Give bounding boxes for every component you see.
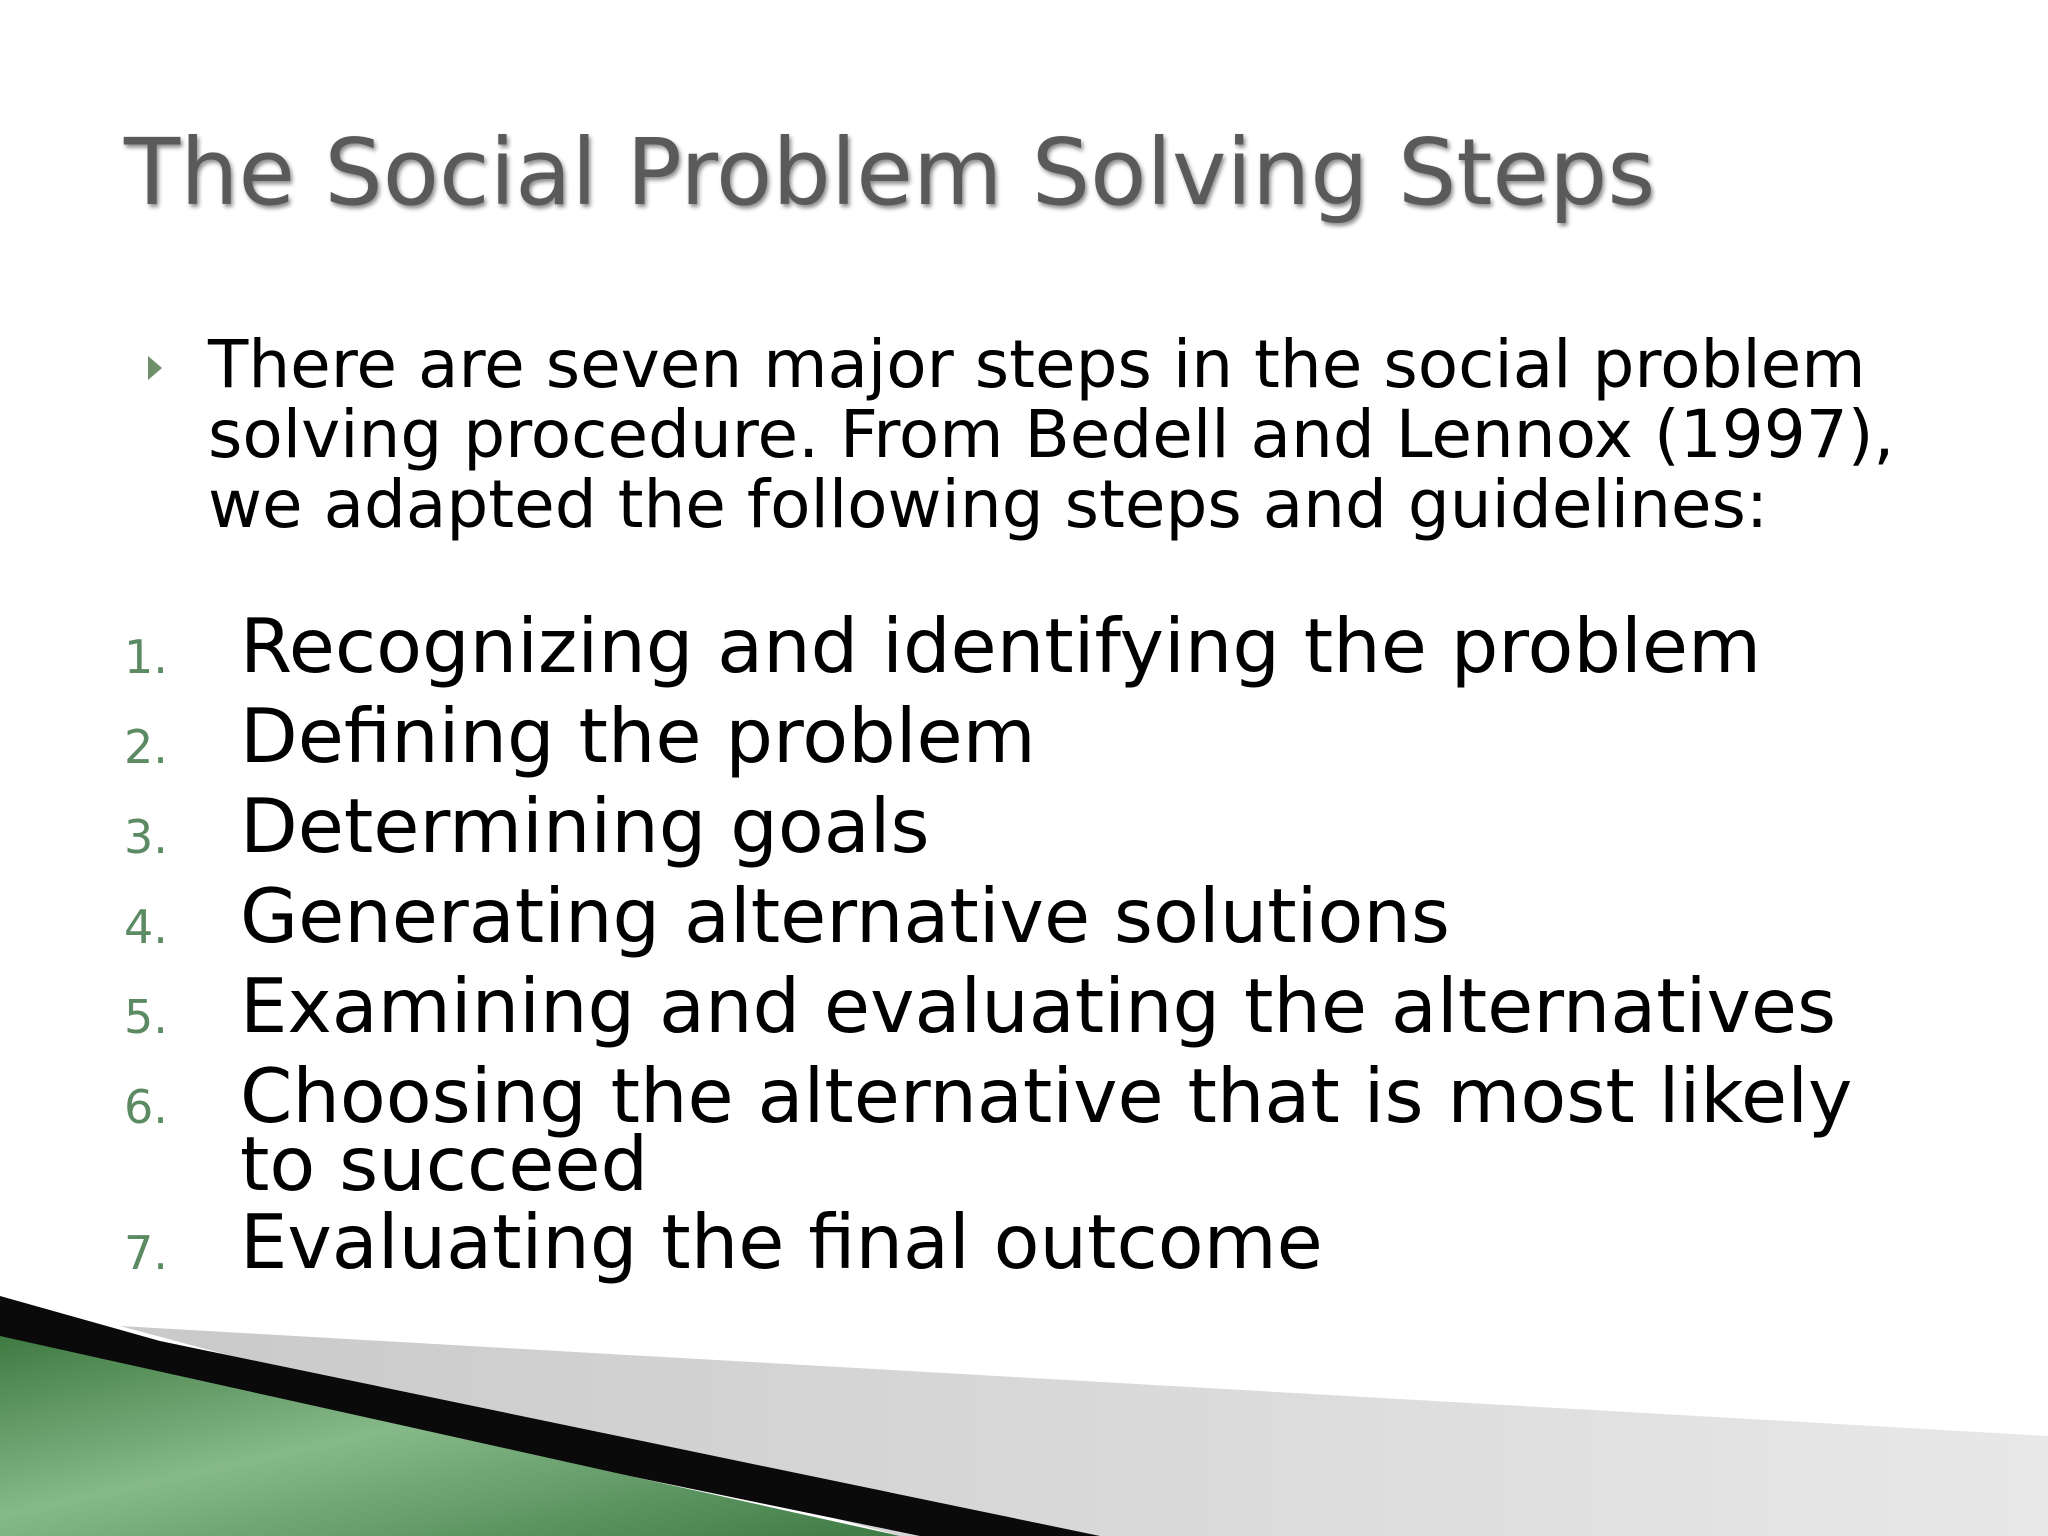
list-item xyxy=(124,1052,2024,1208)
step-number: 6. xyxy=(124,1080,168,1134)
steps-list xyxy=(124,602,2024,1298)
step-text: Defining the problem xyxy=(240,692,1036,780)
step-text: Generating alternative solutions xyxy=(240,872,1450,960)
step-text: Evaluating the final outcome xyxy=(240,1198,1323,1286)
step-text: Examining and evaluating the alternatives xyxy=(240,962,1837,1050)
list-item xyxy=(124,782,2024,872)
step-number: 5. xyxy=(124,990,168,1044)
step-number: 1. xyxy=(124,630,168,684)
intro-text: There are seven major steps in the social problem solving procedure. From Bedell and Lennox (1997), we adapted the following steps and guidelines: xyxy=(208,326,1895,543)
step-text: Determining goals xyxy=(240,782,930,870)
list-item xyxy=(124,692,2024,782)
decorative-corner-swoosh xyxy=(0,1286,2048,1536)
step-number: 2. xyxy=(124,720,168,774)
list-item xyxy=(124,872,2024,962)
triangle-right-icon xyxy=(148,356,162,380)
step-text: Choosing the alternative that is most likely to succeed xyxy=(240,1052,1853,1208)
step-number: 3. xyxy=(124,810,168,864)
intro-paragraph xyxy=(148,326,2008,543)
list-item xyxy=(124,962,2024,1052)
step-number: 7. xyxy=(124,1226,168,1280)
step-text: Recognizing and identifying the problem xyxy=(240,602,1762,690)
list-item xyxy=(124,602,2024,692)
step-number: 4. xyxy=(124,900,168,954)
list-item xyxy=(124,1198,2024,1288)
slide-title: The Social Problem Solving Steps xyxy=(124,119,1656,226)
